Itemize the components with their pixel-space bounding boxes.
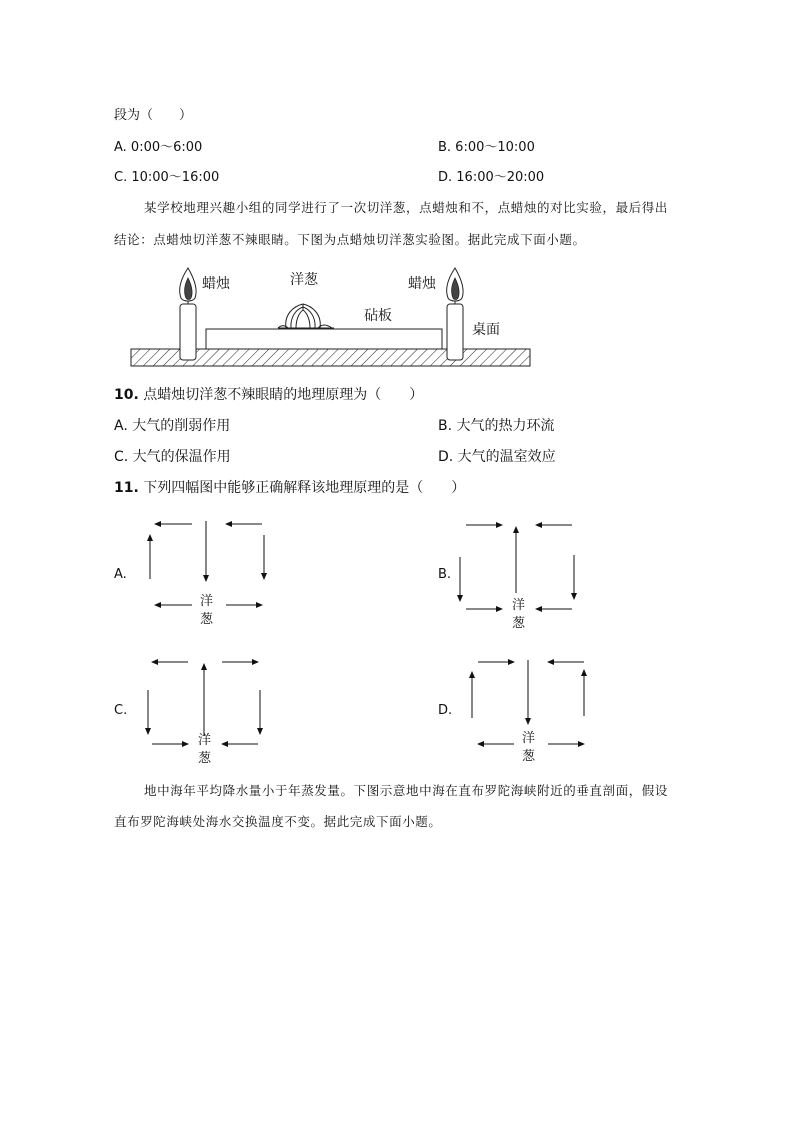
circulation-diagram-a: [140, 515, 275, 630]
q9-option-d: D. 16:00～20:00: [438, 170, 545, 185]
q11-label-a: A.: [114, 567, 127, 582]
q11-number: 11.: [114, 480, 139, 496]
q11-stem-row: [114, 477, 465, 497]
desk-label: 桌面: [472, 322, 500, 338]
diagram-d-onion-bottom: 葱: [522, 749, 536, 764]
material1-line1: 某学校地理兴趣小组的同学进行了一次切洋葱，点蜡烛和不，点蜡烛的对比实验，最后得出: [144, 200, 669, 215]
onion-label: 洋葱: [290, 272, 318, 288]
onion-icon: [278, 304, 334, 328]
candle-experiment-figure: [128, 262, 533, 368]
diagram-b-onion-top: 洋: [512, 598, 526, 613]
diagram-b-onion-bottom: 葱: [512, 616, 526, 630]
q9-option-a: A. 0:00～6:00: [114, 140, 203, 155]
circulation-diagram-c: [138, 652, 273, 767]
candle-right-label: 蜡烛: [408, 276, 436, 292]
material2-line1: 地中海年平均降水量小于年蒸发量。下图示意地中海在直布罗陀海峡附近的垂直剖面，假设: [144, 783, 669, 798]
candle-right-icon: [447, 268, 463, 360]
material2-line2: 直布罗陀海峡处海水交换温度不变。据此完成下面小题。: [114, 814, 442, 829]
q10-option-a: A. 大气的削弱作用: [114, 418, 231, 434]
q10-option-c: C. 大气的保温作用: [114, 449, 231, 465]
q9-stem-tail: 段为（ ）: [114, 108, 193, 123]
board-label: 砧板: [364, 308, 392, 324]
diagram-c-onion-bottom: 葱: [198, 751, 212, 766]
q11-label-c: C.: [114, 703, 128, 718]
material1-line2: 结论：点蜡烛切洋葱不辣眼睛。下图为点蜡烛切洋葱实验图。据此完成下面小题。: [114, 232, 586, 247]
q11-stem: 下列四幅图中能够正确解释该地理原理的是（ ）: [143, 480, 466, 496]
candle-left-label: 蜡烛: [202, 276, 230, 292]
diagram-a-onion-top: 洋: [200, 594, 214, 609]
cutting-board: [206, 329, 442, 349]
q9-option-c: C. 10:00～16:00: [114, 170, 220, 185]
q10-stem: 点蜡烛切洋葱不辣眼睛的地理原理为（ ）: [143, 387, 424, 403]
q11-label-d: D.: [438, 703, 453, 718]
q9-option-b: B. 6:00～10:00: [438, 140, 535, 155]
diagram-a-onion-bottom: 葱: [200, 612, 214, 627]
circulation-diagram-d: [462, 652, 597, 767]
q10-stem-row: [114, 384, 423, 404]
q10-option-b: B. 大气的热力环流: [438, 418, 555, 434]
q11-label-b: B.: [438, 567, 452, 582]
q10-number: 10.: [114, 387, 139, 403]
q10-option-d: D. 大气的温室效应: [438, 449, 556, 465]
candle-left-icon: [180, 268, 196, 360]
diagram-c-onion-top: 洋: [198, 733, 212, 748]
diagram-d-onion-top: 洋: [522, 731, 536, 746]
circulation-diagram-b: [452, 515, 587, 630]
